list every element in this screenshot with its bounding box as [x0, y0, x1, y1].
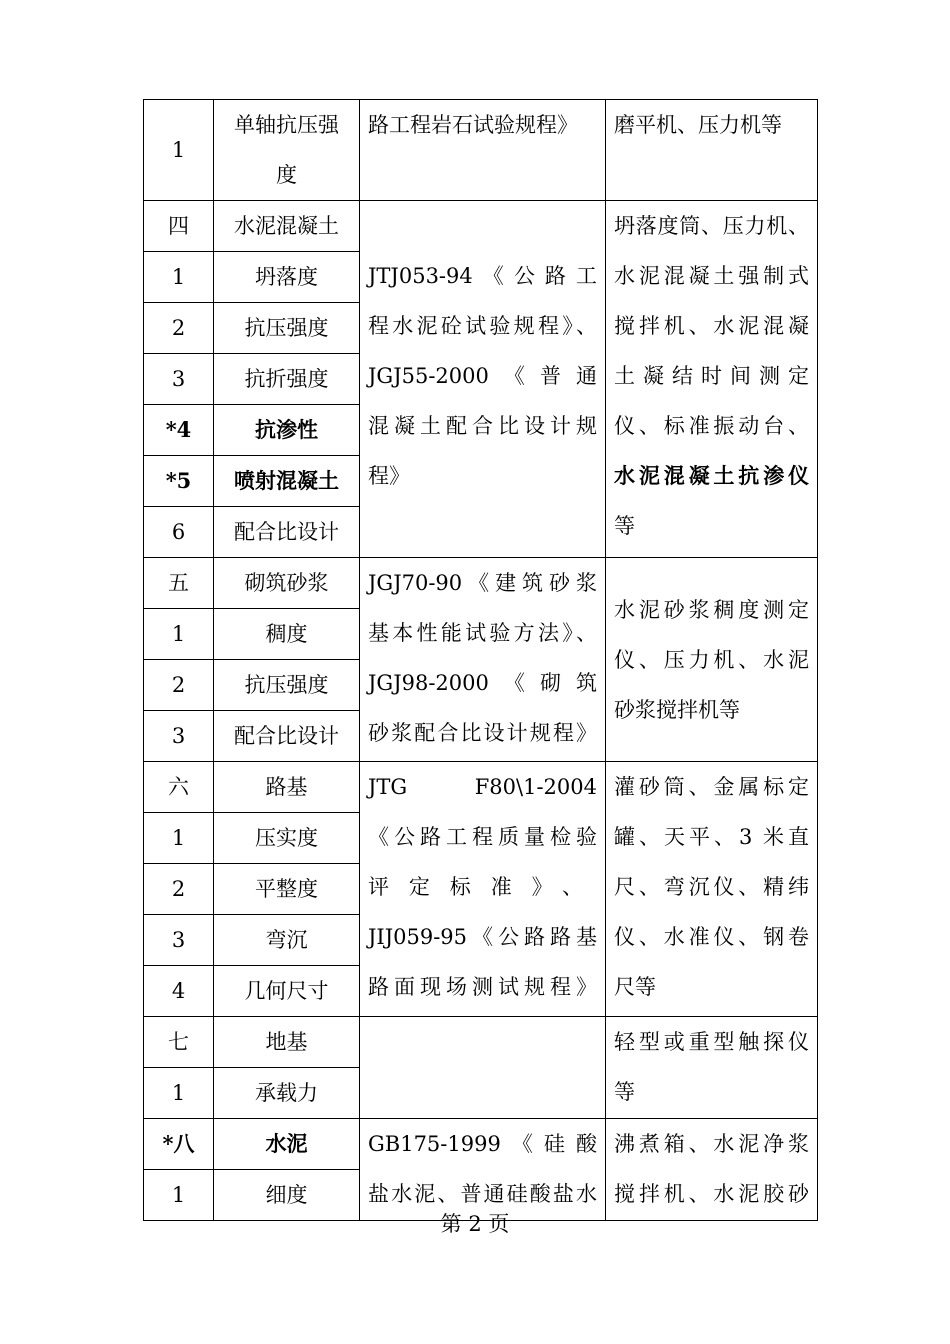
row-number: *八 — [144, 1119, 214, 1170]
row-number: 6 — [144, 507, 214, 558]
table-row — [144, 1119, 818, 1170]
standard-line: 评定标准》、 — [368, 875, 597, 899]
row-item: 承载力 — [214, 1068, 360, 1119]
row-number: *4 — [144, 405, 214, 456]
table-row — [144, 100, 818, 201]
row-item: 压实度 — [214, 813, 360, 864]
row-item: 砌筑砂浆 — [214, 558, 360, 609]
equipment-line: 磨平机、压力机等 — [614, 113, 782, 137]
equipment-cell — [606, 762, 818, 1017]
row-item: 抗渗性 — [214, 405, 360, 456]
test-items-table — [143, 99, 818, 1221]
equipment-line: 仪、压力机、水泥 — [614, 647, 809, 672]
row-number: 六 — [144, 762, 214, 813]
standard-line: 路面现场测试规程》 — [368, 975, 597, 999]
row-item: 配合比设计 — [214, 711, 360, 762]
standard-line: JTJ053-94《公路工 — [368, 264, 597, 288]
equipment-line: 等 — [614, 514, 635, 538]
row-number: 3 — [144, 711, 214, 762]
row-item: 配合比设计 — [214, 507, 360, 558]
row-item: 稠度 — [214, 609, 360, 660]
equipment-line: 搅拌机、水泥混凝 — [614, 314, 809, 338]
equipment-line: 水泥混凝土强制式 — [614, 264, 809, 288]
row-number: 1 — [144, 1170, 214, 1221]
row-number: 2 — [144, 660, 214, 711]
equipment-cell — [606, 201, 818, 558]
row-number: 2 — [144, 303, 214, 354]
row-number: 1 — [144, 1068, 214, 1119]
standard-cell — [360, 100, 606, 201]
row-number: 1 — [144, 100, 214, 201]
equipment-line: 土凝结时间测定 — [614, 364, 809, 388]
standard-line: 程水泥砼试验规程》、 — [368, 314, 597, 338]
row-item: 喷射混凝土 — [214, 456, 360, 507]
equipment-cell — [606, 100, 818, 201]
equipment-cell — [606, 1017, 818, 1119]
standard-cell — [360, 762, 606, 1017]
standard-cell — [360, 558, 606, 762]
row-item: 抗压强度 — [214, 303, 360, 354]
row-item: 水泥混凝土 — [214, 201, 360, 252]
row-item: 坍落度 — [214, 252, 360, 303]
equipment-line: 水泥砂浆稠度测定 — [614, 597, 809, 622]
row-number: 四 — [144, 201, 214, 252]
row-item — [214, 100, 360, 201]
equipment-line: 坍落度筒、压力机、 — [614, 214, 809, 238]
page-number: 第 2 页 — [440, 1212, 510, 1236]
row-number: *5 — [144, 456, 214, 507]
row-number: 1 — [144, 609, 214, 660]
standard-line: GB175-1999《硅酸 — [368, 1132, 597, 1156]
row-item: 弯沉 — [214, 915, 360, 966]
table-row — [144, 1017, 818, 1068]
table-row — [144, 201, 818, 252]
row-number: 七 — [144, 1017, 214, 1068]
table-row — [144, 762, 818, 813]
standard-line: 程》 — [368, 464, 410, 488]
equipment-cell — [606, 558, 818, 762]
row-item: 抗压强度 — [214, 660, 360, 711]
row-item-line: 度 — [276, 163, 297, 187]
equipment-line: 水泥混凝土抗渗仪 — [614, 463, 809, 488]
standard-line: 《公路工程质量检验 — [368, 825, 597, 849]
standard-line: JTG F80\1-2004 — [368, 775, 597, 799]
equipment-line: 仪、标准振动台、 — [614, 414, 809, 438]
standard-line: 混凝土配合比设计规 — [368, 414, 597, 438]
standard-cell — [360, 1119, 606, 1221]
equipment-line: 尺、弯沉仪、精纬 — [614, 875, 809, 899]
row-number: 2 — [144, 864, 214, 915]
equipment-line: 仪、水准仪、钢卷 — [614, 925, 809, 949]
standard-line: 基本性能试验方法》、 — [368, 621, 597, 645]
standard-cell — [360, 1017, 606, 1119]
row-item-line: 单轴抗压强 — [234, 113, 339, 137]
standard-line: JGJ70-90《建筑砂浆 — [368, 571, 597, 595]
row-number: 4 — [144, 966, 214, 1017]
standard-line: JGJ55-2000《普通 — [368, 364, 597, 388]
standard-cell — [360, 201, 606, 558]
row-item: 细度 — [214, 1170, 360, 1221]
row-number: 1 — [144, 252, 214, 303]
row-item: 抗折强度 — [214, 354, 360, 405]
table-row — [144, 558, 818, 609]
standard-line: 砂浆配合比设计规程》 — [368, 721, 597, 745]
equipment-line: 等 — [614, 1080, 635, 1104]
equipment-line: 尺等 — [614, 975, 656, 999]
standard-line: 路工程岩石试验规程》 — [368, 113, 578, 137]
row-number: 五 — [144, 558, 214, 609]
row-item: 平整度 — [214, 864, 360, 915]
row-item: 地基 — [214, 1017, 360, 1068]
standard-line: 盐水泥、普通硅酸盐水 — [368, 1182, 597, 1206]
equipment-line: 搅拌机、水泥胶砂 — [614, 1182, 809, 1206]
row-number: 3 — [144, 915, 214, 966]
row-number: 3 — [144, 354, 214, 405]
row-item: 几何尺寸 — [214, 966, 360, 1017]
row-item: 水泥 — [214, 1119, 360, 1170]
standard-line: JGJ98-2000《砌筑 — [368, 671, 597, 695]
row-number: 1 — [144, 813, 214, 864]
equipment-line: 轻型或重型触探仪 — [614, 1030, 809, 1054]
standard-line: JIJ059-95《公路路基 — [368, 925, 597, 949]
equipment-line: 罐、天平、3 米直 — [614, 825, 809, 849]
equipment-line: 沸煮箱、水泥净浆 — [614, 1132, 809, 1156]
equipment-line: 砂浆搅拌机等 — [614, 697, 740, 722]
row-item: 路基 — [214, 762, 360, 813]
equipment-line: 灌砂筒、金属标定 — [614, 775, 809, 799]
equipment-cell — [606, 1119, 818, 1221]
